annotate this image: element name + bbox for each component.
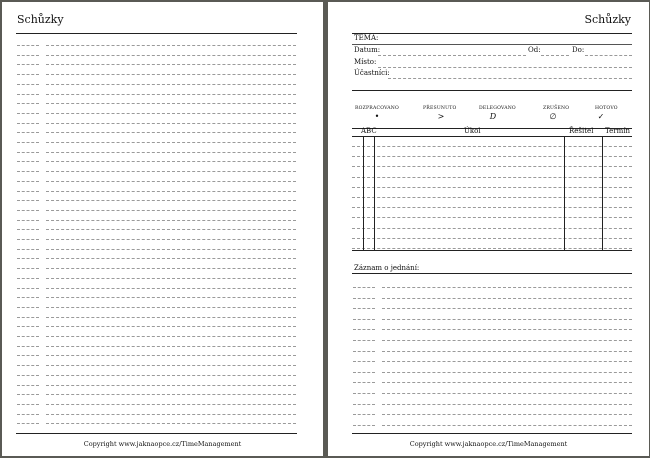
ruled-margin bbox=[17, 258, 39, 259]
ruled-line bbox=[46, 336, 296, 337]
copyright-footer: Copyright www.jaknaopce.cz/TimeManagement bbox=[409, 440, 568, 448]
ruled-line bbox=[46, 404, 296, 405]
legend-symbol: • bbox=[374, 112, 380, 121]
ruled-line bbox=[382, 308, 632, 309]
header-bottom-rule bbox=[352, 90, 632, 91]
legend-label: ROZPRACOVANO bbox=[355, 106, 399, 111]
title-rule bbox=[352, 33, 632, 34]
ruled-line bbox=[46, 171, 296, 172]
ruled-margin bbox=[17, 278, 39, 279]
ruled-line bbox=[46, 249, 296, 250]
ruled-margin bbox=[17, 94, 39, 95]
ruled-margin bbox=[17, 239, 39, 240]
right-page bbox=[328, 2, 649, 456]
ruled-margin bbox=[17, 161, 39, 162]
ruled-margin bbox=[353, 361, 375, 362]
col-divider-3 bbox=[564, 136, 565, 250]
col-ukol: Úkol bbox=[464, 127, 481, 135]
ruled-line bbox=[382, 382, 632, 383]
ruled-margin bbox=[17, 336, 39, 337]
ruled-line bbox=[46, 307, 296, 308]
ruled-margin bbox=[17, 200, 39, 201]
ruled-margin bbox=[17, 375, 39, 376]
ruled-margin bbox=[353, 382, 375, 383]
ruled-margin bbox=[17, 346, 39, 347]
ruled-line bbox=[382, 351, 632, 352]
ruled-line bbox=[382, 404, 632, 405]
ruled-line bbox=[382, 361, 632, 362]
ruled-margin bbox=[17, 181, 39, 182]
ruled-line bbox=[46, 375, 296, 376]
ruled-line bbox=[382, 319, 632, 320]
legend-symbol: ✓ bbox=[597, 112, 605, 121]
legend-label: DELEGOVANO bbox=[479, 106, 516, 111]
ruled-margin bbox=[353, 308, 375, 309]
ruled-line bbox=[46, 229, 296, 230]
page-title: Schůzky bbox=[584, 13, 631, 26]
ruled-margin bbox=[17, 123, 39, 124]
ruled-margin bbox=[17, 113, 39, 114]
ruled-line bbox=[382, 340, 632, 341]
table-row bbox=[352, 217, 632, 218]
ruled-margin bbox=[353, 404, 375, 405]
page-title: Schůzky bbox=[17, 13, 64, 26]
ruled-line bbox=[46, 220, 296, 221]
ruled-margin bbox=[17, 394, 39, 395]
ruled-margin bbox=[17, 229, 39, 230]
col-divider-4 bbox=[602, 136, 603, 250]
ruled-margin bbox=[17, 385, 39, 386]
legend-label: HOTOVO bbox=[595, 106, 618, 111]
misto-label: Místo: bbox=[354, 58, 377, 66]
ruled-line bbox=[46, 74, 296, 75]
ruled-margin bbox=[17, 74, 39, 75]
ruled-line bbox=[46, 94, 296, 95]
ruled-line bbox=[382, 298, 632, 299]
od-line bbox=[541, 55, 569, 56]
ruled-line bbox=[46, 84, 296, 85]
col-termin: Termín bbox=[605, 127, 630, 135]
ruled-margin bbox=[17, 365, 39, 366]
table-row bbox=[352, 156, 632, 157]
tema-label: TÉMA: bbox=[354, 34, 379, 42]
ruled-margin bbox=[353, 372, 375, 373]
title-rule bbox=[16, 33, 297, 34]
ruled-margin bbox=[17, 55, 39, 56]
ruled-margin bbox=[17, 307, 39, 308]
ruled-line bbox=[46, 385, 296, 386]
ruled-line bbox=[46, 55, 296, 56]
ruled-margin bbox=[17, 288, 39, 289]
ruled-margin bbox=[17, 142, 39, 143]
misto-line bbox=[378, 67, 632, 68]
ruled-line bbox=[46, 64, 296, 65]
datum-line bbox=[378, 55, 526, 56]
ruled-line bbox=[46, 239, 296, 240]
ruled-margin bbox=[17, 404, 39, 405]
legend-symbol: D bbox=[489, 112, 497, 121]
ruled-line bbox=[46, 365, 296, 366]
ruled-margin bbox=[17, 326, 39, 327]
ruled-margin bbox=[17, 152, 39, 153]
ruled-line bbox=[46, 103, 296, 104]
ruled-margin bbox=[17, 268, 39, 269]
ruled-margin bbox=[17, 220, 39, 221]
table-row bbox=[352, 248, 632, 249]
ruled-line bbox=[46, 45, 296, 46]
ruled-line bbox=[46, 288, 296, 289]
table-row bbox=[352, 207, 632, 208]
ruled-margin bbox=[353, 340, 375, 341]
col-divider-1 bbox=[363, 136, 364, 250]
minutes-rule bbox=[352, 273, 632, 274]
ucastnici-line bbox=[388, 78, 632, 79]
ruled-margin bbox=[17, 171, 39, 172]
table-row bbox=[352, 197, 632, 198]
ruled-margin bbox=[17, 297, 39, 298]
ruled-line bbox=[46, 161, 296, 162]
ruled-line bbox=[46, 132, 296, 133]
ruled-margin bbox=[353, 319, 375, 320]
footer-rule bbox=[352, 433, 632, 434]
ruled-margin bbox=[17, 414, 39, 415]
ruled-margin bbox=[17, 423, 39, 424]
ruled-line bbox=[46, 181, 296, 182]
ruled-line bbox=[46, 278, 296, 279]
legend-symbol: > bbox=[437, 112, 445, 121]
col-abc: ABC bbox=[361, 127, 377, 135]
ruled-margin bbox=[17, 191, 39, 192]
legend-symbol: ∅ bbox=[549, 112, 557, 121]
ruled-margin bbox=[353, 414, 375, 415]
ruled-line bbox=[382, 414, 632, 415]
table-row bbox=[352, 228, 632, 229]
left-page bbox=[2, 2, 323, 456]
ruled-margin bbox=[353, 425, 375, 426]
ruled-line bbox=[46, 152, 296, 153]
ruled-margin bbox=[353, 351, 375, 352]
ruled-line bbox=[46, 346, 296, 347]
ruled-line bbox=[46, 142, 296, 143]
datum-label: Datum: bbox=[354, 46, 381, 54]
ruled-line bbox=[46, 297, 296, 298]
ruled-margin bbox=[17, 249, 39, 250]
copyright-footer: Copyright www.jaknaopce.cz/TimeManagement bbox=[83, 440, 242, 448]
table-row bbox=[352, 187, 632, 188]
tema-rule bbox=[352, 44, 632, 45]
ruled-line bbox=[46, 123, 296, 124]
footer-rule bbox=[16, 433, 297, 434]
ruled-margin bbox=[17, 84, 39, 85]
ruled-margin bbox=[17, 355, 39, 356]
ruled-line bbox=[46, 317, 296, 318]
col-resitel: Řešitel bbox=[569, 127, 594, 135]
ruled-line bbox=[46, 191, 296, 192]
ucastnici-label: Účastníci: bbox=[354, 69, 390, 77]
table-bottom-rule bbox=[352, 250, 632, 251]
table-row bbox=[352, 238, 632, 239]
ruled-line bbox=[46, 200, 296, 201]
legend-label: PŘESUNUTO bbox=[423, 106, 457, 111]
ruled-line bbox=[46, 414, 296, 415]
ruled-margin bbox=[17, 210, 39, 211]
ruled-line bbox=[382, 287, 632, 288]
ruled-margin bbox=[17, 132, 39, 133]
ruled-line bbox=[382, 393, 632, 394]
ruled-margin bbox=[353, 287, 375, 288]
do-label: Do: bbox=[572, 46, 585, 54]
ruled-margin bbox=[17, 64, 39, 65]
ruled-line bbox=[382, 372, 632, 373]
table-row bbox=[352, 146, 632, 147]
ruled-margin bbox=[353, 393, 375, 394]
ruled-line bbox=[46, 394, 296, 395]
table-row bbox=[352, 177, 632, 178]
ruled-line bbox=[46, 113, 296, 114]
ruled-line bbox=[382, 425, 632, 426]
legend-label: ZRUŠENO bbox=[543, 106, 570, 111]
ruled-line bbox=[46, 258, 296, 259]
minutes-label: Záznam o jednání: bbox=[354, 264, 420, 272]
ruled-line bbox=[382, 329, 632, 330]
ruled-line bbox=[46, 355, 296, 356]
ruled-margin bbox=[353, 329, 375, 330]
ruled-margin bbox=[17, 45, 39, 46]
col-divider-2 bbox=[374, 136, 375, 250]
table-row bbox=[352, 166, 632, 167]
ruled-line bbox=[46, 326, 296, 327]
ruled-margin bbox=[17, 103, 39, 104]
ruled-line bbox=[46, 268, 296, 269]
do-line bbox=[585, 55, 632, 56]
ruled-line bbox=[46, 423, 296, 424]
ruled-line bbox=[46, 210, 296, 211]
table-header-rule bbox=[352, 136, 632, 137]
od-label: Od: bbox=[528, 46, 541, 54]
ruled-margin bbox=[353, 298, 375, 299]
ruled-margin bbox=[17, 317, 39, 318]
